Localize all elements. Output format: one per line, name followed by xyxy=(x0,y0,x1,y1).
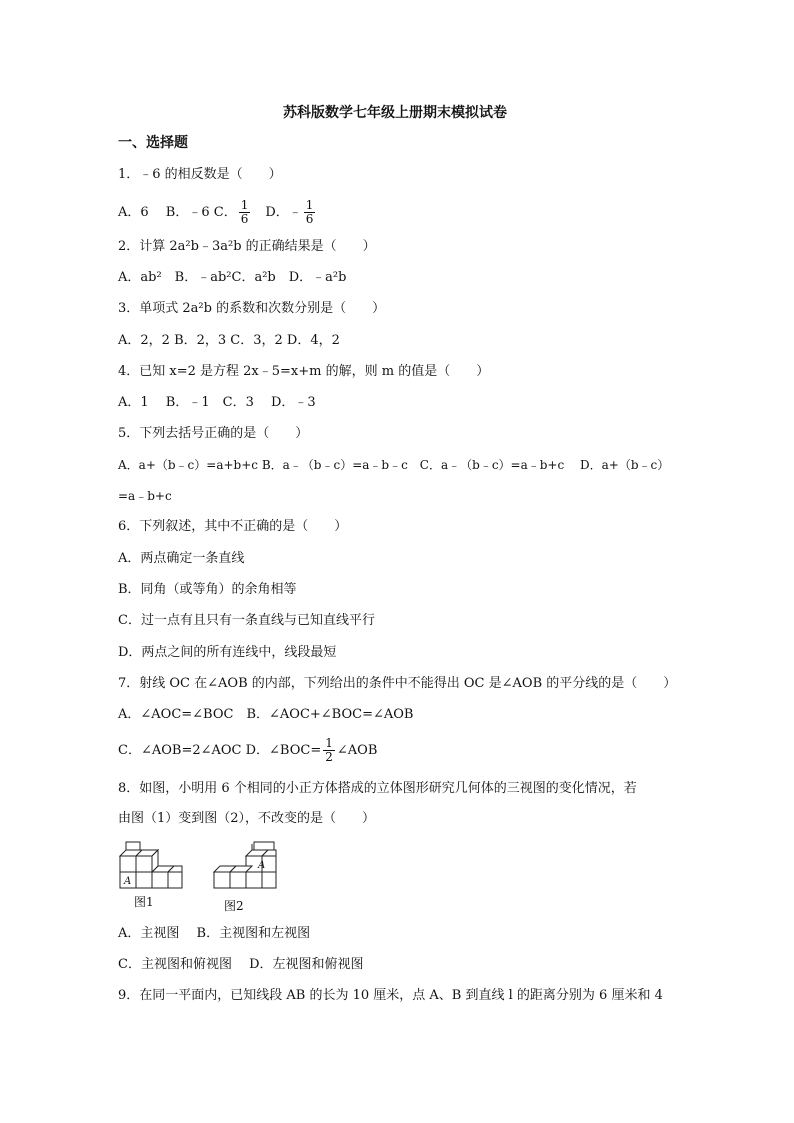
q1-fraction-d xyxy=(304,199,316,226)
figure-2-cube-label: A xyxy=(258,860,266,871)
question-7-options-line2 xyxy=(118,734,377,768)
question-8-options-line1: A．主视图 B．主视图和左视图 xyxy=(118,926,311,941)
question-8-stem-line1: 8．如图，小明用 6 个相同的小正方体搭成的立体图形研究几何体的三视图的变化情况，若 xyxy=(118,781,637,796)
question-7-stem: 7．射线 OC 在∠AOB 的内部，下列给出的条件中不能得出 OC 是∠AOB 的平分线的是（ ） xyxy=(118,676,677,691)
figure-1-caption: 图1 xyxy=(134,895,154,909)
q1-fraction-d-numerator: 1 xyxy=(305,198,314,212)
figure-2-caption: 图2 xyxy=(224,899,244,913)
question-9-stem: 9．在同一平面内，已知线段 AB 的长为 10 厘米，点 A、B 到直线 l 的距离分别为 6 厘米和 4 xyxy=(118,988,663,1003)
question-3-stem: 3．单项式 2a²b 的系数和次数分别是（ ） xyxy=(118,301,386,316)
question-5-options-line1: A．a+（b﹣c）=a+b+c B．a﹣（b﹣c）=a﹣b﹣c C．a﹣（b﹣c）=a﹣b+c D．a+（b﹣c） xyxy=(118,458,670,472)
section-heading: 一、选择题 xyxy=(118,135,188,151)
question-8-stem-line2: 由图（1）变到图（2），不改变的是（ ） xyxy=(118,811,376,826)
question-6-stem: 6．下列叙述，其中不正确的是（ ） xyxy=(118,519,348,534)
question-4-stem: 4．已知 x=2 是方程 2x﹣5=x+m 的解，则 m 的值是（ ） xyxy=(118,364,490,379)
question-2-stem: 2．计算 2a²b﹣3a²b 的正确结果是（ ） xyxy=(118,239,376,254)
figure-2-cube-stack xyxy=(212,840,278,890)
figure-1-cube-stack xyxy=(118,840,184,890)
q7-option-d-tail: ∠AOB xyxy=(336,743,378,758)
question-3-options: A．2，2 B．2，3 C．3，2 D．4，2 xyxy=(118,333,340,348)
q1-option-ab: A．6 B．﹣6 xyxy=(118,205,214,220)
q1-option-d: D．﹣ xyxy=(252,205,302,220)
figure-2-drawing xyxy=(212,840,278,890)
question-7-options-line1: A．∠AOC=∠BOC B．∠AOC+∠BOC=∠AOB xyxy=(118,707,414,722)
question-2-options: A．ab² B．﹣ab²C．a²b D．﹣a²b xyxy=(118,270,347,285)
q1-fraction-c xyxy=(239,199,251,226)
figure-1-cube-label: A xyxy=(124,876,132,887)
question-6-option-c: C．过一点有且只有一条直线与已知直线平行 xyxy=(118,613,375,628)
question-8-options-line2: C．主视图和俯视图 D．左视图和俯视图 xyxy=(118,957,364,972)
question-6-option-a: A．两点确定一条直线 xyxy=(118,551,245,566)
question-6-option-b: B．同角（或等角）的余角相等 xyxy=(118,582,297,597)
q1-option-c: C． xyxy=(213,205,237,220)
figure-1-drawing xyxy=(118,840,184,890)
page-title: 苏科版数学七年级上册期末模拟试卷 xyxy=(283,105,507,121)
q7-fraction-denominator: 2 xyxy=(325,750,333,764)
question-5-options-line2: =a﹣b+c xyxy=(118,489,172,503)
question-5-stem: 5．下列去括号正确的是（ ） xyxy=(118,426,309,441)
q1-fraction-c-denominator: 6 xyxy=(240,212,249,226)
q7-option-cd: C．∠AOB=2∠AOC D．∠BOC= xyxy=(118,743,322,758)
q1-fraction-d-denominator: 6 xyxy=(305,212,314,226)
question-1-options xyxy=(118,196,317,230)
question-1-stem: 1．﹣6 的相反数是（ ） xyxy=(118,167,282,182)
q7-fraction xyxy=(323,737,335,764)
q7-fraction-numerator: 1 xyxy=(325,736,333,750)
q1-fraction-c-numerator: 1 xyxy=(240,198,249,212)
question-4-options: A．1 B．﹣1 C．3 D．﹣3 xyxy=(118,395,316,410)
question-6-option-d: D．两点之间的所有连线中，线段最短 xyxy=(118,645,337,660)
